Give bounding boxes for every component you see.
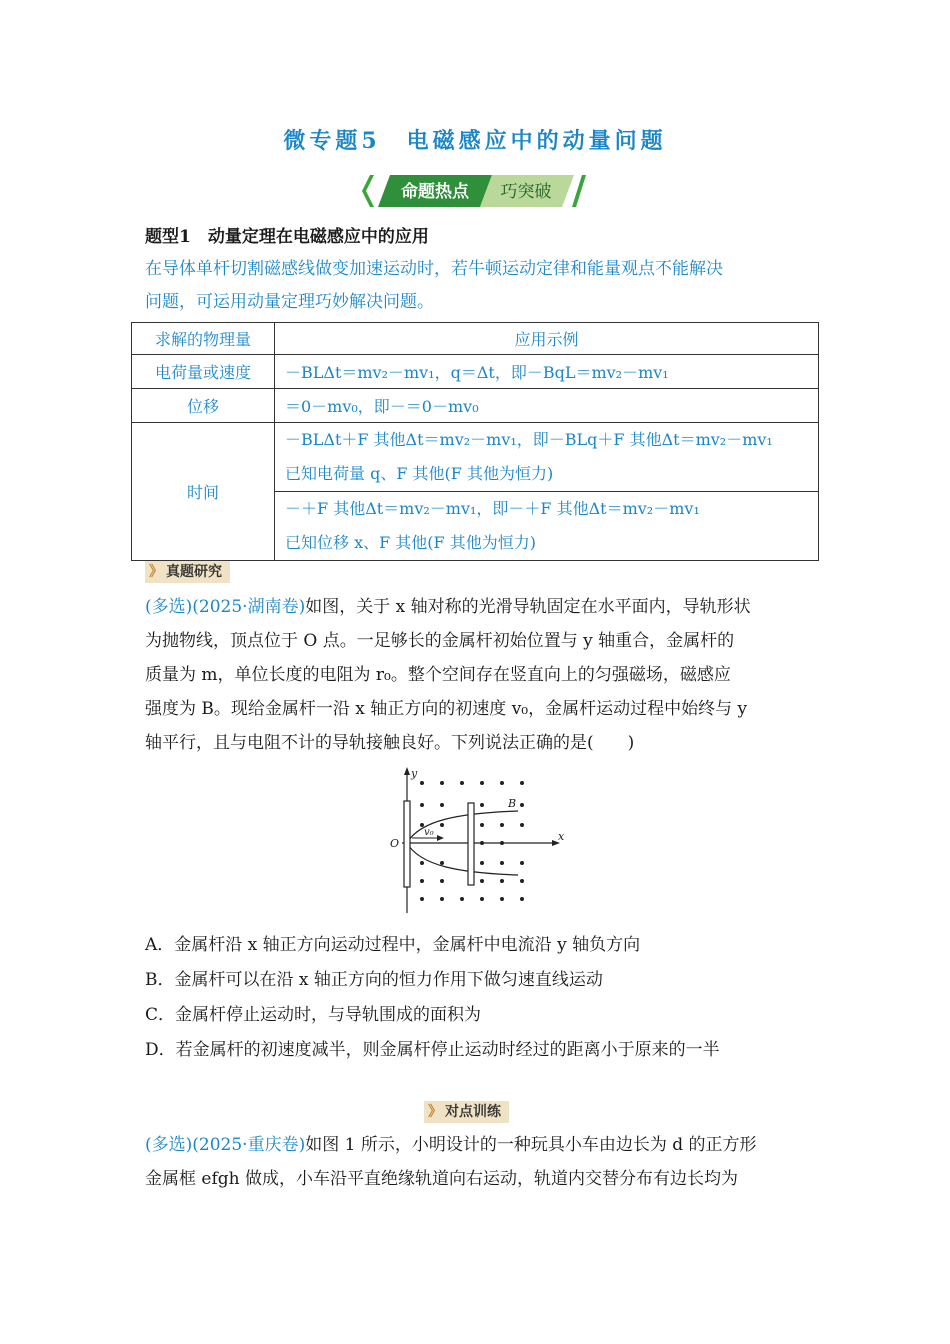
fig-origin-label: O — [390, 837, 400, 850]
tag-practice-label: 对点训练 — [445, 1104, 501, 1120]
tag-arrow-icon: 》 — [428, 1104, 442, 1120]
option-c[interactable]: C．金属杆停止运动时，与导轨围成的面积为 — [145, 1005, 482, 1025]
th-example: 应用示例 — [275, 323, 819, 355]
application-table — [131, 322, 819, 561]
tag-arrow-icon: 》 — [149, 564, 163, 580]
page-title: 微专题5 电磁感应中的动量问题 — [283, 128, 667, 154]
banner-right: 巧突破 — [500, 182, 552, 202]
tag-real-exam — [145, 561, 230, 583]
fig-v-label: v₀ — [424, 827, 434, 838]
fig-b-label: B — [508, 797, 517, 810]
row-time-b2: 已知位移 x、F 其他(F 其他为恒力) — [285, 533, 536, 552]
row-displacement-text: ＝0－mv₀，即－＝0－mv₀ — [275, 389, 819, 423]
row-charge-label: 电荷量或速度 — [132, 355, 275, 389]
fig-x-label: x — [558, 830, 565, 843]
row-time-a1: －BLΔt＋F 其他Δt＝mv₂－mv₁，即－BLq＋F 其他Δt＝mv₂－mv₁ — [285, 430, 773, 449]
intro-line-1: 在导体单杆切割磁感线做变加速运动时，若牛顿运动定律和能量观点不能解决 — [145, 259, 723, 279]
q1-source: (多选)(2025·湖南卷) — [145, 597, 306, 617]
banner-left: 命题热点 — [401, 182, 469, 202]
intro-line-2: 问题，可运用动量定理巧妙解决问题。 — [145, 292, 434, 312]
row-displacement-label: 位移 — [132, 389, 275, 423]
row-time-a — [275, 423, 819, 492]
section-banner — [360, 172, 592, 210]
fig-y-label: y — [411, 767, 418, 780]
row-time-label: 时间 — [132, 423, 275, 561]
question-2 — [145, 1128, 815, 1196]
q1-line-4: 强度为 B。现给金属杆一沿 x 轴正方向的初速度 v₀，金属杆运动过程中始终与 y — [145, 699, 748, 719]
q2-source: (多选)(2025·重庆卷) — [145, 1135, 306, 1155]
section-heading: 题型1 动量定理在电磁感应中的应用 — [145, 227, 429, 247]
q2-line-1: 如图 1 所示，小明设计的一种玩具小车由边长为 d 的正方形 — [305, 1135, 757, 1155]
rail-figure — [380, 765, 570, 915]
question-1 — [145, 590, 815, 760]
q1-line-3: 质量为 m，单位长度的电阻为 r₀。整个空间存在竖直向上的匀强磁场，磁感应 — [145, 665, 731, 685]
option-d[interactable]: D．若金属杆的初速度减半，则金属杆停止运动时经过的距离小于原来的一半 — [145, 1040, 720, 1060]
q1-line-2: 为抛物线，顶点位于 O 点。一足够长的金属杆初始位置与 y 轴重合，金属杆的 — [145, 631, 735, 651]
tag-practice — [424, 1101, 509, 1123]
th-quantity: 求解的物理量 — [132, 323, 275, 355]
q1-line-1: 如图，关于 x 轴对称的光滑导轨固定在水平面内，导轨形状 — [305, 597, 751, 617]
row-time-a2: 已知电荷量 q、F 其他(F 其他为恒力) — [285, 464, 554, 483]
row-time-b — [275, 492, 819, 561]
tag-real-exam-label: 真题研究 — [166, 564, 222, 580]
q1-line-5: 轴平行，且与电阻不计的导轨接触良好。下列说法正确的是( ) — [145, 733, 635, 753]
row-charge-text: －BLΔt＝mv₂－mv₁，q＝Δt，即－BqL＝mv₂－mv₁ — [275, 355, 819, 389]
option-a[interactable]: A．金属杆沿 x 轴正方向运动过程中，金属杆中电流沿 y 轴负方向 — [145, 935, 641, 955]
q2-line-2: 金属框 efgh 做成，小车沿平直绝缘轨道向右运动，轨道内交替分布有边长均为 — [145, 1169, 738, 1189]
option-b[interactable]: B．金属杆可以在沿 x 轴正方向的恒力作用下做匀速直线运动 — [145, 970, 603, 990]
row-time-b1: －＋F 其他Δt＝mv₂－mv₁，即－＋F 其他Δt＝mv₂－mv₁ — [285, 499, 700, 518]
